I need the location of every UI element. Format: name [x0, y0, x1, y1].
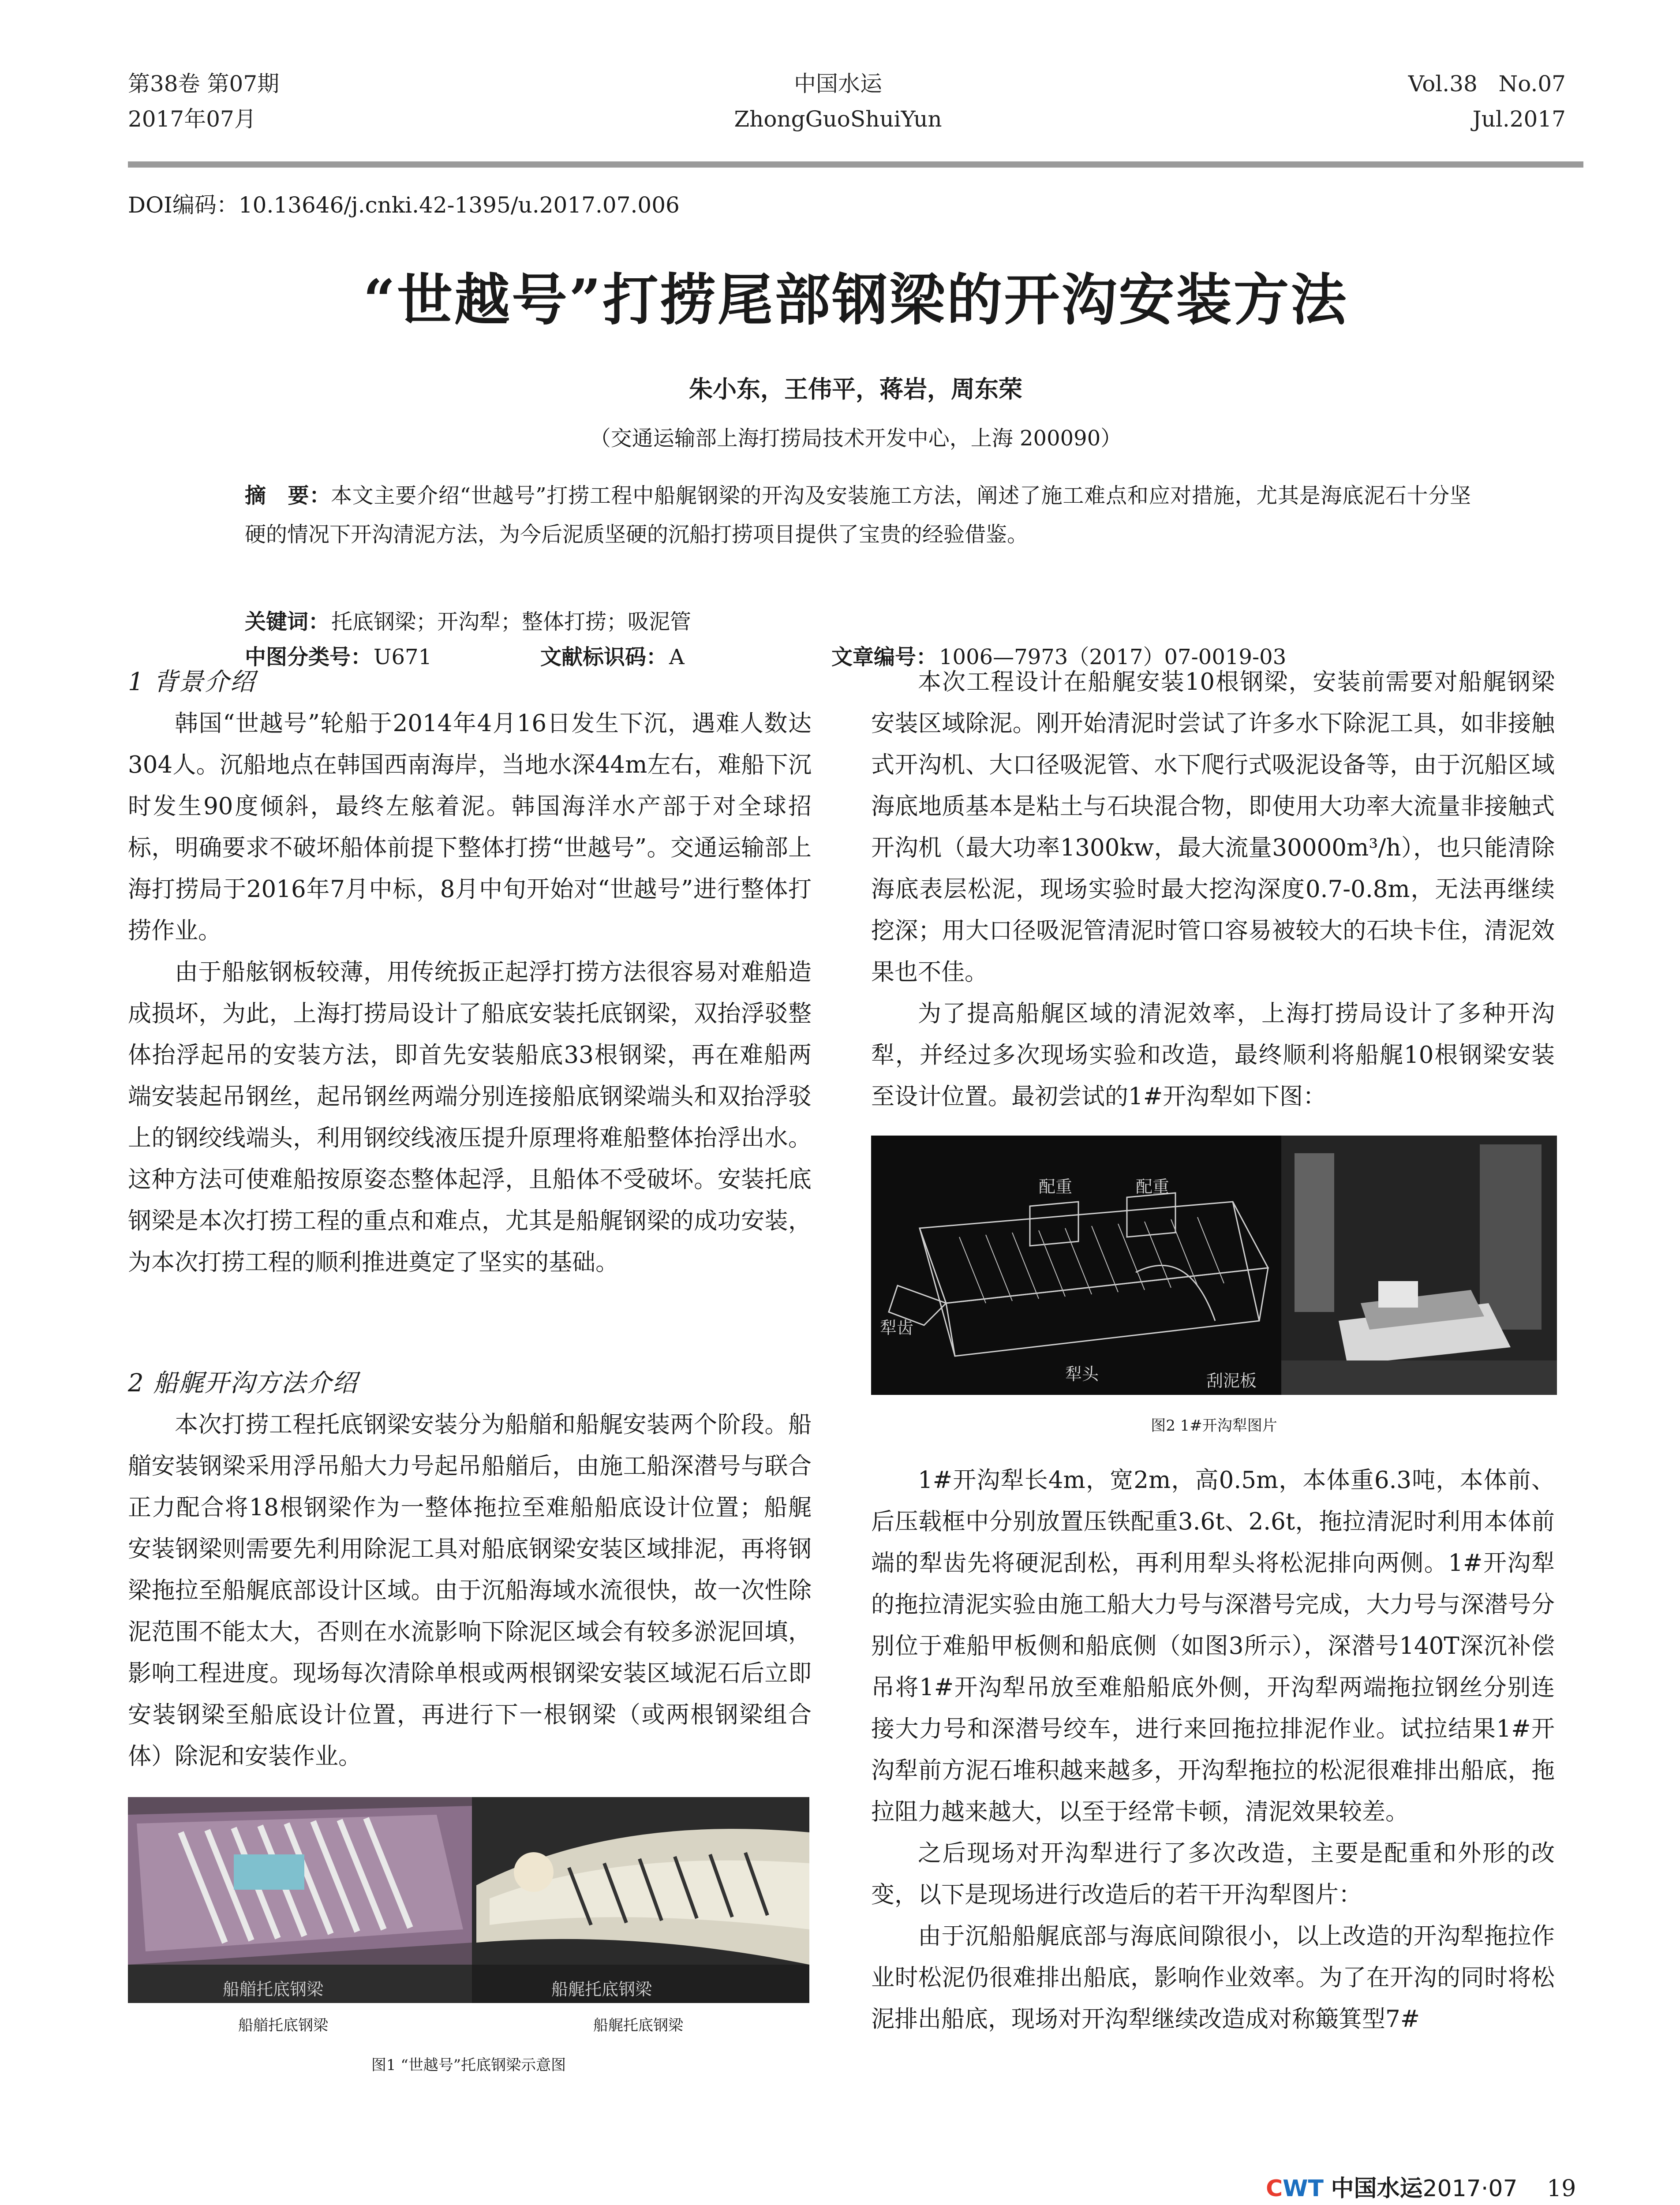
header-volume-en: Vol.38 No.07	[1408, 71, 1566, 97]
right-column-bottom	[871, 1460, 1555, 2040]
header-date-en: Jul.2017	[1472, 106, 1566, 132]
figure-1-sublabel-left: 船艏托底钢梁	[238, 2017, 328, 2034]
footer-issue: 2017·07	[1422, 2175, 1518, 2202]
figure-2-label-counterweight-1: 配重	[1039, 1177, 1073, 1196]
header-rule	[128, 161, 1583, 168]
figure-1-caption: 图1 “世越号”托底钢梁示意图	[371, 2056, 566, 2074]
section-2-title: 2 船艉开沟方法介绍	[128, 1369, 358, 1398]
header-volume-en-block	[1257, 66, 1566, 137]
header-journal-pinyin: ZhongGuoShuiYun	[734, 106, 942, 132]
right-paragraph-3: 1#开沟犁长4m，宽2m，高0.5m，本体重6.3吨，本体前、后压载框中分别放置压铁配重3.6t、2.6t，拖拉清泥时利用本体前端的犁齿先将硬泥刮松，再利用犁头将松泥排向两侧。1#开沟犁的拖拉清泥实验由施工船大力号与深潜号完成，大力号与深潜号分别位于难船甲板侧和船底侧（如图3所示），深潜号140T深沉补偿吊将1#开沟犁吊放至难船船底外侧，开沟犁两端拖拉钢丝分别连接大力号和深潜号绞车，进行来回拖拉排泥作业。试拉结果1#开沟犁前方泥石堆积越来越多，开沟犁拖拉的松泥很难排出船底，拖拉阻力越来越大，以至于经常卡顿，清泥效果较差。	[871, 1467, 1555, 1825]
abstract-label: 摘 要：	[245, 483, 331, 508]
header-volume-block	[128, 66, 525, 137]
figure-2-label-counterweight-2: 配重	[1136, 1177, 1170, 1196]
section-1-paragraph-2: 由于船舷钢板较薄，用传统扳正起浮打捞方法很容易对难船造成损坏，为此，上海打捞局设计了船底安装托底钢梁，双抬浮驳整体抬浮起吊的安装方法，即首先安装船底33根钢梁，再在难船两端安装起吊钢丝，起吊钢丝两端分别连接船底钢梁端头和双抬浮驳上的钢绞线端头，利用钢绞线液压提升原理将难船整体抬浮出水。这种方法可使难船按原姿态整体起浮，且船体不受破坏。安装托底钢梁是本次打捞工程的重点和难点，尤其是船艉钢梁的成功安装，为本次打捞工程的顺利推进奠定了坚实的基础。	[128, 959, 812, 1276]
article-number-value: 1006—7973（2017）07-0019-03	[939, 645, 1287, 669]
article-number-label: 文章编号：	[831, 645, 938, 669]
footer	[1266, 2170, 1576, 2203]
figure-2-label-plow-teeth: 犁齿	[880, 1318, 914, 1338]
clc-label: 中图分类号：	[245, 645, 372, 669]
footer-logo-wt: WT	[1283, 2175, 1324, 2202]
header-journal-block	[662, 66, 1014, 137]
right-paragraph-1: 本次工程设计在船艉安装10根钢梁，安装前需要对船艉钢梁安装区域除泥。刚开始清泥时尝试了许多水下除泥工具，如非接触式开沟机、大口径吸泥管、水下爬行式吸泥设备等，由于沉船区域海底地质基本是粘土与石块混合物，即使用大功率大流量非接触式开沟机（最大功率1300kw，最大流量30000m³/h），也只能清除海底表层松泥，现场实验时最大挖沟深度0.7-0.8m，无法再继续挖深；用大口径吸泥管清泥时管口容易被较大的石块卡住，清泥效果也不佳。	[871, 669, 1555, 986]
doi: DOI编码：10.13646/j.cnki.42-1395/u.2017.07.006	[128, 192, 680, 218]
authors: 朱小东，王伟平，蒋岩，周东荣	[689, 375, 1022, 403]
section-1-title: 1 背景介绍	[128, 668, 256, 696]
header-journal-cn: 中国水运	[794, 71, 882, 97]
footer-logo-c: C	[1266, 2175, 1283, 2202]
abstract	[245, 476, 1471, 554]
figure-1-sublabel-right: 船艉托底钢梁	[593, 2017, 683, 2034]
figure-2-drawing	[871, 1136, 1557, 1395]
right-paragraph-2: 为了提高船艉区域的清泥效率，上海打捞局设计了多种开沟犁，并经过多次现场实验和改造，最终顺利将船艉10根钢梁安装至设计位置。最初尝试的1#开沟犁如下图：	[871, 1000, 1555, 1110]
keywords	[245, 604, 1471, 639]
right-paragraph-4: 之后现场对开沟犁进行了多次改造，主要是配重和外形的改变，以下是现场进行改造后的若干开沟犁图片：	[871, 1840, 1555, 1908]
footer-journal: 中国水运	[1331, 2175, 1423, 2202]
figure-1-label-right: 船艉托底钢梁	[551, 1980, 652, 1999]
clc-value: U671	[374, 645, 432, 669]
left-column	[128, 662, 812, 1283]
header-date-cn: 2017年07月	[128, 106, 256, 132]
right-column-top	[871, 662, 1555, 1117]
figure-2-label-plow-head: 犁头	[1065, 1364, 1099, 1384]
doc-code-label: 文献标识码：	[540, 645, 668, 669]
doc-code-value: A	[669, 645, 685, 669]
header-volume: 第38卷 第07期	[128, 71, 280, 97]
keywords-label: 关键词：	[245, 609, 330, 634]
footer-page-number: 19	[1547, 2175, 1576, 2202]
keywords-text: 托底钢梁；开沟犁；整体打捞；吸泥管	[331, 609, 692, 634]
figure-1-image	[128, 1797, 809, 2003]
figure-1-drawing	[128, 1797, 809, 2003]
right-paragraph-5: 由于沉船船艉底部与海底间隙很小，以上改造的开沟犁拖拉作业时松泥仍很难排出船底，影响作业效率。为了在开沟的同时将松泥排出船底，现场对开沟犁继续改造成对称簸箕型7#	[871, 1923, 1555, 2033]
figure-1-label-left: 船艏托底钢梁	[223, 1980, 324, 1999]
figure-2-image	[871, 1136, 1557, 1395]
abstract-text: 本文主要介绍“世越号”打捞工程中船艉钢梁的开沟及安装施工方法，阐述了施工难点和应对措施，尤其是海底泥石十分坚硬的情况下开沟清泥方法，为今后泥质坚硬的沉船打捞项目提供了宝贵的经验借鉴。	[245, 483, 1471, 547]
section-2-paragraph-1: 本次打捞工程托底钢梁安装分为船艏和船艉安装两个阶段。船艏安装钢梁采用浮吊船大力号起吊船艏后，由施工船深潜号与联合正力配合将18根钢梁作为一整体拖拉至难船船底设计位置；船艉安装钢梁则需要先利用除泥工具对船底钢梁安装区域排泥，再将钢梁拖拉至船艉底部设计区域。由于沉船海域水流很快，故一次性除泥范围不能太大，否则在水流影响下除泥区域会有较多淤泥回填，影响工程进度。现场每次清除单根或两根钢梁安装区域泥石后立即安装钢梁至船底设计位置，再进行下一根钢梁（或两根钢梁组合体）除泥和安装作业。	[128, 1411, 812, 1770]
figure-2-label-scraper: 刮泥板	[1206, 1371, 1257, 1390]
affiliation: （交通运输部上海打捞局技术开发中心，上海 200090）	[589, 426, 1122, 451]
figure-2-caption: 图2 1#开沟犁图片	[1151, 1417, 1277, 1435]
section-1-paragraph-1: 韩国“世越号”轮船于2014年4月16日发生下沉，遇难人数达304人。沉船地点在韩国西南海岸，当地水深44m左右，难船下沉时发生90度倾斜，最终左舷着泥。韩国海洋水产部于对全球招标，明确要求不破坏船体前提下整体打捞“世越号”。交通运输部上海打捞局于2016年7月中标，8月中旬开始对“世越号”进行整体打捞作业。	[128, 710, 812, 944]
left-column-section-2	[128, 1363, 812, 1777]
page-title: “世越号”打捞尾部钢梁的开沟安装方法	[363, 267, 1348, 333]
